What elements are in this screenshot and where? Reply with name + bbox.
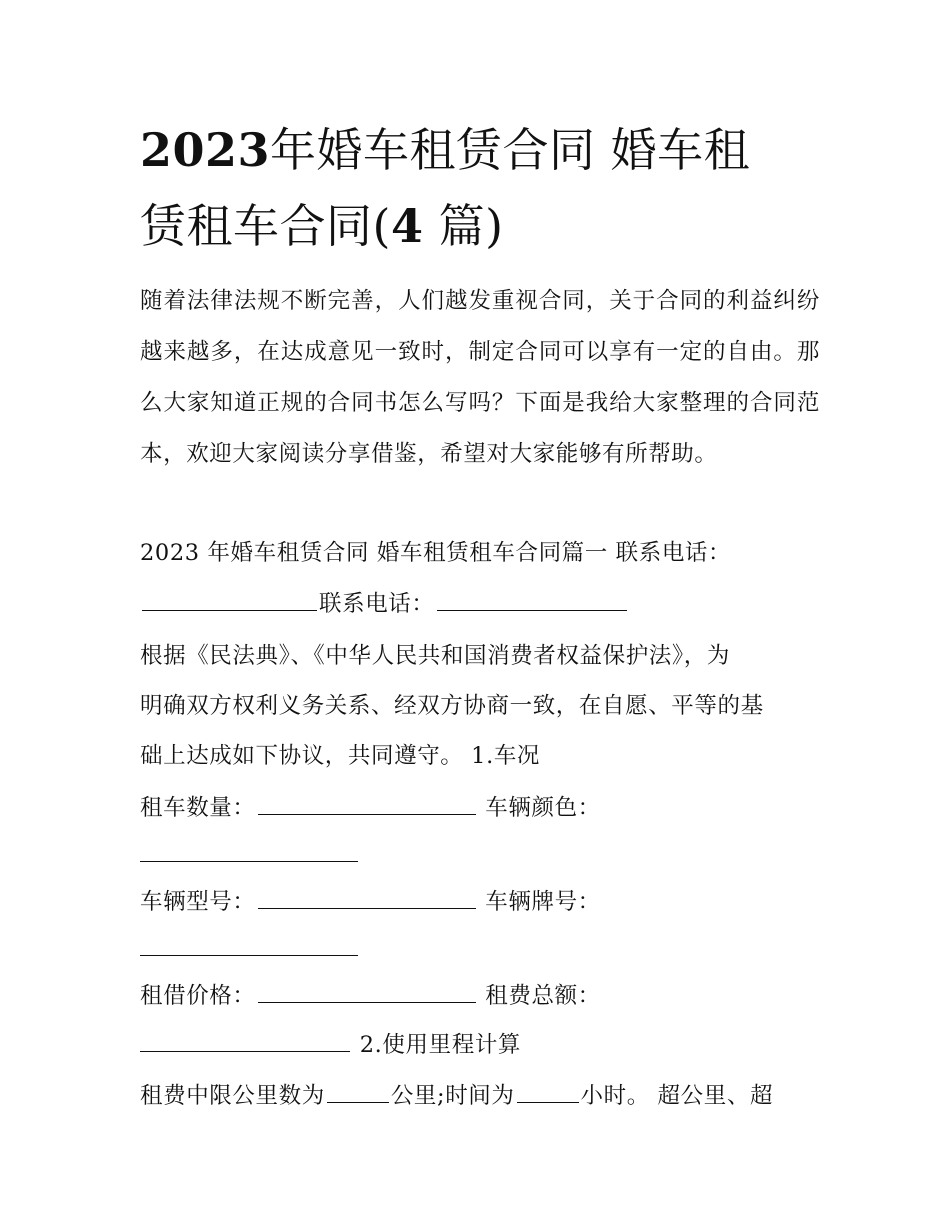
vehicle-color-label: 车辆颜色：: [485, 795, 601, 821]
vehicle-model-blank[interactable]: [258, 888, 476, 909]
basis-line-2: 明确双方权利义务关系、经双方协商一致，在自愿、平等的基: [140, 693, 764, 719]
total-line: [140, 1020, 830, 1070]
rent-count-blank[interactable]: [258, 794, 476, 815]
total-blank[interactable]: [140, 1031, 350, 1052]
plate-label: 车辆牌号：: [485, 889, 601, 915]
price-blank[interactable]: [258, 982, 476, 1003]
intro-paragraph: 随着法律法规不断完善，人们越发重视合同，关于合同的利益纠纷越来越多，在达成意见一致时，制定合同可以享有一定的自由。那么大家知道正规的合同书怎么写吗？下面是我给大家整理的合同范本，欢迎大家阅读分享借鉴，希望对大家能够有所帮助。: [140, 288, 820, 467]
mileage-heading: 2.使用里程计算: [359, 1032, 522, 1058]
document-title: [140, 112, 830, 264]
price-label: 租借价格：: [140, 983, 256, 1009]
total-label: 租费总额：: [485, 983, 601, 1009]
title-text-c: 篇): [423, 199, 504, 253]
vehicle-color-blank[interactable]: [140, 841, 358, 862]
plate-blank[interactable]: [140, 935, 358, 956]
vehicle-model-line: [140, 877, 830, 927]
km-blank[interactable]: [327, 1082, 389, 1103]
plate-line: [140, 924, 830, 974]
rent-count-label: 租车数量：: [140, 795, 256, 821]
basis-line-1: 根据《民法典》、《中华人民共和国消费者权益保护法》，为: [140, 643, 730, 669]
contact-label: 联系电话：: [319, 591, 435, 617]
title-year: 2023: [140, 123, 271, 177]
price-line: [140, 971, 830, 1021]
limit-part-3: 小时。 超公里、超: [580, 1083, 774, 1109]
title-text-b: 赁租车合同(: [140, 199, 391, 253]
vehicle-model-label: 车辆型号：: [140, 889, 256, 915]
contact-blank-2[interactable]: [437, 590, 627, 611]
section-heading: 2023 年婚车租赁合同 婚车租赁租车合同篇一 联系电话：: [140, 540, 732, 566]
title-count: 4: [390, 199, 424, 253]
hours-blank[interactable]: [517, 1082, 579, 1103]
title-text-a: 年婚车租赁合同 婚车租: [270, 123, 751, 177]
limit-part-2: 公里;时间为: [390, 1083, 515, 1109]
basis-line-3: 础上达成如下协议，共同遵守。 1.车况: [140, 743, 541, 769]
limit-part-1: 租费中限公里数为: [140, 1083, 325, 1109]
rent-count-line: [140, 783, 830, 833]
contact-blank-1[interactable]: [142, 590, 317, 611]
mileage-limit-line: [140, 1071, 830, 1121]
vehicle-color-line: [140, 830, 830, 880]
contact-line: [140, 579, 830, 629]
